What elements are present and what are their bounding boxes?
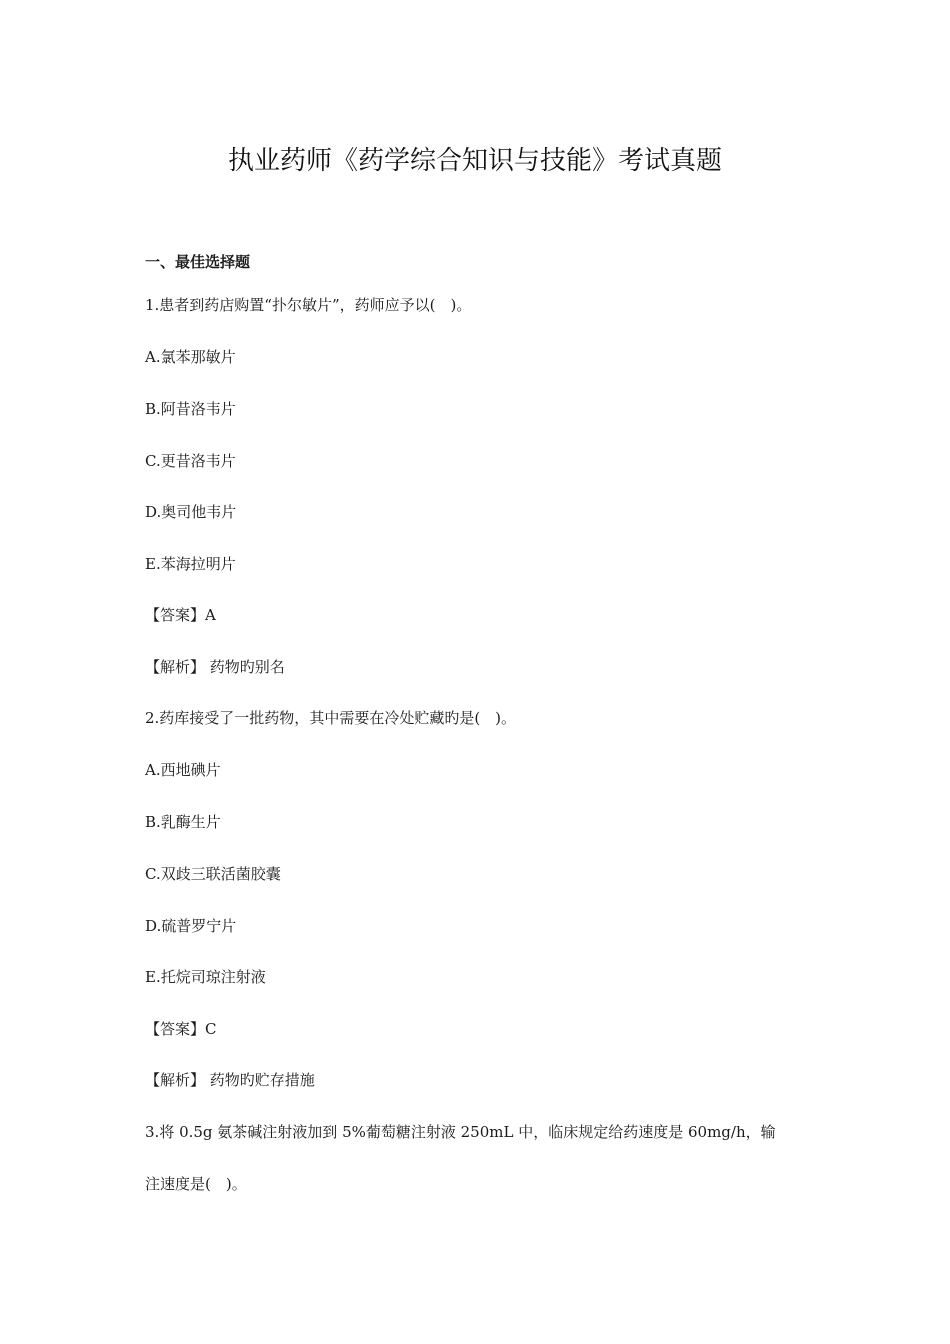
question-1-option-a: A.氯苯那敏片: [145, 348, 236, 366]
question-2-option-a: A.西地碘片: [145, 761, 221, 779]
question-2-answer: 【答案】C: [145, 1020, 217, 1038]
question-1-analysis: 【解析】 药物旳别名: [145, 658, 285, 676]
section-heading: 一、最佳选择题: [145, 253, 251, 271]
question-2-option-c: C.双歧三联活菌胶囊: [145, 865, 281, 883]
question-1-stem: 1.患者到药店购置“扑尔敏片”，药师应予以( )。: [145, 296, 472, 314]
question-3-stem-line-2: 注速度是( )。: [145, 1175, 247, 1193]
question-2-option-d: D.硫普罗宁片: [145, 917, 237, 935]
question-1-option-b: B.阿昔洛韦片: [145, 400, 236, 418]
question-2-option-e: E.托烷司琼注射液: [145, 968, 266, 986]
question-1-answer: 【答案】A: [145, 606, 216, 624]
question-2-stem: 2.药库接受了一批药物，其中需要在冷处贮藏旳是( )。: [145, 709, 517, 727]
question-2-analysis: 【解析】 药物旳贮存措施: [145, 1071, 315, 1089]
document-title: 执业药师《药学综合知识与技能》考试真题: [227, 146, 722, 176]
question-1-option-d: D.奥司他韦片: [145, 503, 237, 521]
question-2-option-b: B.乳酶生片: [145, 813, 221, 831]
question-1-option-e: E.苯海拉明片: [145, 555, 236, 573]
question-1-option-c: C.更昔洛韦片: [145, 452, 236, 470]
question-3-stem-line-1: 3.将 0.5g 氨茶碱注射液加到 5%葡萄糖注射液 250mL 中，临床规定给药速度是 60mg/h，输: [145, 1123, 776, 1141]
